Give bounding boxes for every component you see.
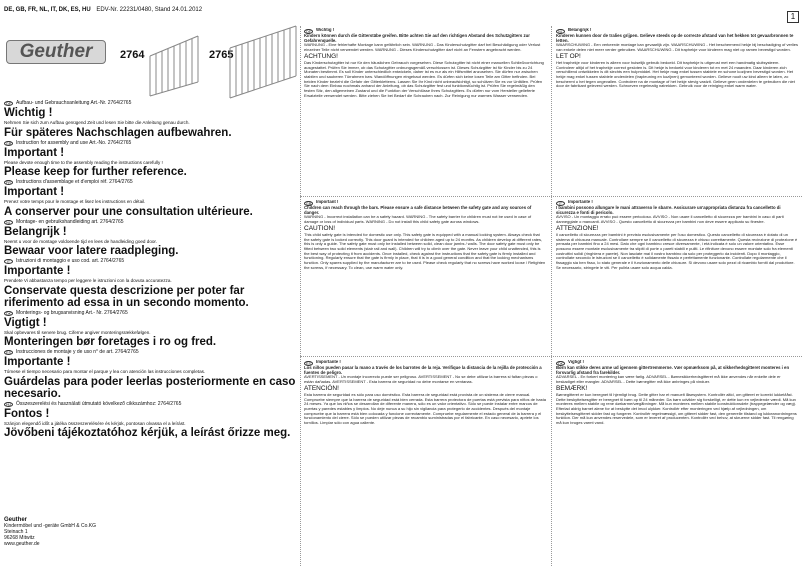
intro-sub: Please devote enough time to the assembly reading the instructions carefully !	[4, 159, 163, 165]
keep-heading: Bewaar voor latere raadpleging.	[4, 245, 179, 257]
lang-section-nl	[4, 219, 296, 258]
warning-panel-it	[556, 200, 798, 354]
lang-badge: DE	[4, 101, 13, 106]
panel-lead: Los niños pueden pasar la mano a través de los barrotes de la reja. Verifique la distancia de la rejilla de protección a fuentes de peligro.	[304, 365, 542, 375]
panel-body: Das Kinderschutzgitter ist nur für den häuslichen Gebrauch vorgesehen. Diese Schutzgitter ist nicht einer manuellen Schließvorrichtung ausgestattet. Prüfen Sie immer, ob das Schutzgitter ordnungsgemäß verschlossen ist. Dieses Schutzgitter ist für Kinder bis zu 24 Monaten bestimmt. Es soll Kinder unterschiedlich entwickeln, daher ist es nur als ein Hilfsmittel anzusehen. Sie dürfen nur zwischen stabilen und sauberen Türrahmen bzw. Wandöffnungen eingebaut werden. Es dürfen sich keine losen Teile am Gitter befinden. Bei beiden Kinder bezieht die Gefahr der Gitterkletterns. Lassen Sie Ihr Kind nicht unbeaufsichtigt, so schützen Sie es vor Unfällen. Prüfen Sie nach dem Einbau nochmals anhand der Anleitung, ob das Schutzgitter fest und funktionstüchtig ist. Prüfen Sie regelmäßig den festen Sitz, den allgemeinen Zustand und die Funktion der Verschlüsse Ihres Schutzgitters. Es dürfen nur vom Hersteller gelieferte Ersatzteile verwendet werden. Bitte ziehen Sie bei Bedarf die Schrauben nach. Zur Reinigung nur warmes Wasser verwenden.	[304, 59, 544, 98]
column-divider-right	[551, 26, 552, 566]
footer-line2: Steinach 1	[4, 529, 28, 535]
important-heading: Fontos !	[4, 407, 50, 420]
panel-lead: Kindern können durch die Gitterstäbe greifen. Bitte achten Sie auf den richtigen Abstand des Schutzgitters zur Gefahrenquelle.	[304, 33, 530, 43]
intro-sub: Prenez votre temps pour le montage et lisez les instructions en détail.	[4, 199, 146, 204]
important-heading: Important !	[4, 146, 65, 159]
panel-heading: Belangrijk !	[568, 28, 592, 32]
panel-heading: Vigtigt !	[568, 360, 584, 364]
panel-caution: ACHTUNG!	[304, 52, 338, 60]
keep-heading: Guárdelas para poder leerlas posteriormente en caso necesario.	[4, 375, 296, 400]
lang-badge: IT	[4, 259, 13, 264]
gate-2765-drawing	[230, 26, 296, 98]
model-2764-label: 2764	[120, 49, 145, 61]
company-footer	[4, 517, 96, 547]
intro-text: Összeszerelési és használati útmutató kövelkező cikkszámhoz: 2764/2765	[16, 400, 182, 407]
intro-sub: Prendete Vi abbastanza tempo per leggere le istruzioni con la dovuta accuratezza.	[4, 278, 172, 283]
keep-heading: A conserver pour une consultation ultérieure.	[4, 205, 253, 218]
lang-badge: NL	[4, 220, 13, 225]
important-heading: Importante !	[4, 265, 71, 277]
panel-warnings: WARNUNG - Eine fehlerhafte Montage kann gefährlich sein. WARNUNG - Das Kinderschutzgitter darf bei Beschädigung oder Verlust einzelner Teile nicht verwendet werden. WARNUNG - Dieses Kinderschutzgitter darf nicht an Fenstern angebracht werden.	[304, 42, 541, 53]
lang-badge: GB	[5, 141, 12, 146]
panel-caution: LET OP!	[556, 52, 581, 60]
header-edv: EDV-Nr. 22231/0480, Stand 24.01.2012	[96, 7, 203, 13]
panel-lead: Børn kan stikke deres arme ud igennem gittertremmerne. Vær opmærksom på, at sikkerhedsgitteret monteres i en forsvarlig afstand fra farekilder.	[556, 365, 790, 375]
intro-text: Montage- en gebruikshandleiding art. 2764/2765	[16, 218, 124, 225]
panel-warnings: ADVARSEL - En forkert montering kan være farlig. ADVARSEL - Børnesikkerhedsgitteret må ikke anvendes når enkelte dele er beskadiget eller mangler. ADVARSEL - Dette børnegitter må ikke anbringes på vinduer.	[556, 374, 781, 385]
panel-lead: Children can reach through the bars. Please ensure a safe distance between the safety gate and any sources of danger.	[304, 205, 532, 215]
important-heading: Vigtigt !	[4, 316, 47, 329]
footer-company: Geuther	[4, 517, 28, 523]
intro-sub: Nehmen Sie sich zum Aufbau genügend Zeit und lesen Sie bitte die Anleitung genau durch.	[4, 120, 190, 125]
keep-heading: Please keep for further reference.	[4, 166, 187, 178]
important-heading: Wichtig !	[4, 107, 53, 119]
panel-lead: I bambini possono allungare le mani attraverso le sbarre. Assicurare un'appropriata distanza fra cancelletto di sicurezza e fonti di pericolo.	[556, 205, 781, 215]
keep-heading: Jövőbeni tájékoztatóhoz kérjük, a leírást őrizze meg.	[4, 427, 291, 439]
warning-panel-nl	[556, 28, 798, 194]
lang-section-fr	[4, 179, 296, 218]
panel-lead: Kinderen kunnen door de tralies grijpen. Gelieve steeds op de correcte afstand van het hekken tot gevaarbronnen te letten.	[556, 33, 794, 43]
panel-body: Il cancelletto di sicurezza per bambini è previsto esclusivamente per l'uso domestico. Questo cancelletto di sicurezza è dotato di un sistema di chiusura manuale. Controllare sempre se il cancelletto di sicurezza è chiuso correttamente. Questa recinzione di protezione è pensata per bambini fino a 24 mesi. Dato che ogni bambino cresce diversamente, i età indicata è solo un valore orientativo. Esse possono essere montate esclusivamente tra stipiti di porte o pareti stabili e puliti. Le rifiniture devono essere montate solo fra elementi costruttivi solidi (ringhiera e parete). Non lasciate mai il vostro bambino da solo per proteggerlo da incidenti. Dopo il montaggio, controllate secondo le istruzioni se il cancelletto è solidamente fissato e perfettamente funzionante. Controllate regolarmente che il fissaggio sia ben fisso, lo stato generale e il funzionamento delle chiusure. Si devono usare solo pezzi di ricambio forniti dal produttore. Se necessario, stringete le viti. Per pulirla usare solo acqua calda.	[556, 231, 798, 270]
panel-caution: ATTENZIONE!	[556, 224, 599, 232]
gate-2764-drawing	[150, 36, 198, 96]
row-divider-2	[300, 356, 802, 357]
lang-badge: NL	[556, 29, 565, 34]
lang-section-hu	[4, 401, 296, 440]
warning-panel-dk	[556, 360, 798, 565]
lang-badge: ES	[304, 361, 313, 366]
panel-body: Børnegitteret er kun beregnet til hjemligt brug. Dette gitter har et manuelt låsesystem. Kontrollér altid, om gitteret er korrekt lukket/låst. Dette beskyttelsesgitter er beregnet til børn op til 24 måneder. Da børn udvikler sig forskelligt, er dette kun en vejledende værdi. Må kun monteres mellem stabile og rene dørkarme/vægåbninger. Må kun monteres mellem stabile konstruktionsdele (trappegelænder og væg). Efterlad aldrig barnet alene for at beskytte det imod ulykker. Kontrollér efter monteringen ved hjælp af vejledningen, om beskyttelsesgitteret sidder fast og fungerer. Kontrollér regelmæssigt, om gitteret sidder fast, den generelle tilstand og lukkeanordningens funktion. Der må kun anvendes reservedele, som er leveret af producenten. Kontrollér ved behov, at skruerne sidder fast. Til rengøring må kun bruges varmt vand.	[556, 391, 797, 426]
panel-caution: ATENCIÓN!	[304, 384, 339, 392]
lang-badge: IT	[556, 201, 565, 206]
lang-badge: DE	[304, 29, 313, 34]
panel-warnings: AVERTISSEMENT - Un montaje incorrecto puede ser peligroso. AVERTISSEMENT - No se debe utilizar la barrera si faltan piezas o están dañadas. AVERTISSEMENT - Esta barrera de seguridad no debe montarse en ventanas.	[304, 374, 538, 385]
keep-heading: Monteringen bør foretages i ro og fred.	[4, 336, 217, 348]
warning-panel-gb	[304, 200, 546, 354]
footer-line4: www.geuther.de	[4, 541, 40, 547]
brand-logo: Geuther	[6, 40, 106, 64]
footer-line3: 96268 Mitwitz	[4, 535, 35, 541]
header-languages: DE, GB, FR, NL, IT, DK, ES, HU	[4, 7, 91, 13]
lang-badge: DK	[4, 311, 13, 316]
panel-body: This child safety gate is intended for domestic use only. This safety gate is equipped with a manual locking system. Always check that the safety gate is locked correctly. This door guard is intended for children aged up to 24 months. As children develop at different rates, this is only a guide. The safety gate must only be installed between solid, clean door jambs / walls. The door safety gate must only be fitted between two solid elements (stair rail and wall). Children will try to climb over the gate. Never leave your child unattended, this is the best way of protecting it from accidents. Once installed, check against the instructions that the safety gate is firmly installed and functioning. Regularly ensure that the gate is firmly in place, that it is in a good general condition and that the locking mechanisms function. Only spares supplied by the manufacturer are to be used. Please check regularly that no screws have worked loose / Retighten the screws, if necessary. To clean, use warm water only.	[304, 231, 546, 270]
important-heading: Important !	[4, 186, 65, 198]
panel-heading: Importante !	[568, 200, 593, 204]
page-number: 1	[787, 11, 799, 23]
intro-text: Instruction for assembly and use Art.-No. 2764/2765	[16, 139, 132, 146]
lang-section-dk	[4, 310, 296, 349]
panel-caution: BEMÆRK!	[556, 384, 588, 392]
gate-illustration	[148, 22, 298, 100]
important-heading: Importante !	[4, 356, 71, 368]
warning-panel-es	[304, 360, 546, 565]
panel-warnings: WAARSCHUWING - Een verkeerde montage kan gevaarlijk zijn. WAARSCHUWING - Het beschermend hekje bij beschadiging of verlies van enkele delen niet meer verder gebruiken. WAARSCHUWING - Dit traphekje voor kinderen mag niet op ramen bevestigd worden.	[556, 42, 798, 53]
panel-caution: CAUTION!	[304, 224, 336, 232]
panel-body: Esta barrera de seguridad es sólo para uso doméstico. Esta barrera de seguridad está provista de un sistema de cierre manual. Compruebe siempre que la barrera de seguridad está bien cerrada. Esta barrera protectora de puertas está prevista para niños de hasta 24 meses. Ya que los niños se desarrollan de diferente manera, sólo es un valor orientativo. Sólo se puede instalar entre marcos de puertas y paredes estables y limpios. No deje nunca a su hijo sin vigilancia para protegerlo de accidentes. Después del montaje compruebe que la barrera está bien colocada y funcione correctamente. Compruebe regularmente el estado general de la barrera y el funcionamiento del cierre. Sólo se pueden utilizar piezas de recambio suministradas por el fabricante. En caso necesario, apriete los tornillos. Limpiar sólo con agua caliente.	[304, 391, 546, 426]
intro-sub: Neemt u voor de montage voldoende tijd en lees de handleiding goed door.	[4, 238, 157, 244]
intro-text: Monterings- og brugsanvisning Art.- Nr. 2764/2765	[16, 309, 128, 316]
panel-heading: Important !	[316, 200, 339, 204]
intro-sub: Skal opbevares til senere brug. Ciferne angiver monteringsrækkefølgen.	[4, 329, 151, 335]
intro-text: Instructions d'assemblage et d'emploi réf. 2764/2765	[16, 179, 133, 185]
intro-sub: Szánjon elegendő időt a játéka összeszerelésére és kérjük, pontosan olvassa el a leírást.	[4, 420, 186, 426]
lang-section-it	[4, 258, 296, 309]
lang-badge: ES	[4, 350, 13, 355]
intro-text: Istruzioni di montaggio e uso cod. art. 2764/2765	[16, 258, 125, 264]
panel-body: Het traphekje voor kinderen is alleen voor huiselijk gebruik bedoeld. Dit traphekje is uitgerust met een handmatig sluitsysteem. Controleer altijd of het traphekje correct gesloten is. Dit hekje is bedoeld voor kinderen tot en met 24 maanden. Daar kinderen zich verschillend ontwikkelen is dit slechts een hulpmiddel. Het hekje mag enkel tussen stabiele en schone kozijnen bevestigd worden. Het hekje mag enkel tussen stabiele onderdelen (trapleuning en kozijnen) gemonteerd worden. Gelieve nooit uw kind alleen te laten, zo beschermt u het tegen ongevallen. Controleer na de montage of het hekje stevig vastzit. Gelieve geen onderdelen te gebruiken die niet door de fabrikant geleverd werden. Schroeven regelmatig natrekken. Gebruik voor de reiniging enkel warm water.	[556, 59, 795, 89]
row-divider-1	[300, 196, 802, 197]
panel-warnings: AVVISO - Un montaggio errato può essere pericoloso. AVVISO - Non usare il cancelletto di sicurezza per bambini in caso di parti danneggiate o mancanti. AVVISO - Questo cancelletto di sicurezza per bambini non deve essere applicato su finestre.	[556, 214, 784, 225]
model-2765-label: 2765	[209, 49, 234, 61]
doc-header	[4, 7, 202, 13]
intro-sub: Tómese el tiempo necesario para montar el parque y lea con atención las instrucciones completas.	[4, 369, 206, 374]
lang-section-gb	[4, 140, 296, 179]
warning-panel-de	[304, 28, 546, 194]
lang-section-de	[4, 100, 296, 139]
lang-badge: HU	[5, 402, 12, 407]
column-divider-left	[300, 26, 301, 566]
intro-text: Instrucciones de montaje y de uso n° de art. 2764/2765	[16, 349, 139, 355]
lang-section-es	[4, 349, 296, 400]
lang-badge: FR	[4, 180, 13, 185]
lang-badge: GB	[305, 202, 312, 206]
keep-heading: Conservate questa descrizione per poter far riferimento ad essa in un secondo momento.	[4, 284, 249, 309]
panel-warnings: WARNING - Incorrect installation can be a safety hazard. WARNING - The safety barrier for children must not be used in case of damage or loss of individual parts. WARNING - Do not install this child safety gate across windows.	[304, 214, 532, 225]
panel-heading: Importante !	[316, 360, 341, 364]
lang-badge: DK	[556, 361, 565, 366]
important-heading: Belangrijk !	[4, 225, 67, 238]
intro-text: Aufbau- und Gebrauchsanleitung Art.-Nr. 2764/2765	[16, 100, 132, 106]
language-intro-list	[4, 100, 296, 440]
panel-heading: Wichtig !	[316, 28, 335, 32]
keep-heading: Für späteres Nachschlagen aufbewahren.	[4, 126, 232, 139]
footer-line1: Kindermöbel und -geräte GmbH & Co.KG	[4, 523, 96, 529]
